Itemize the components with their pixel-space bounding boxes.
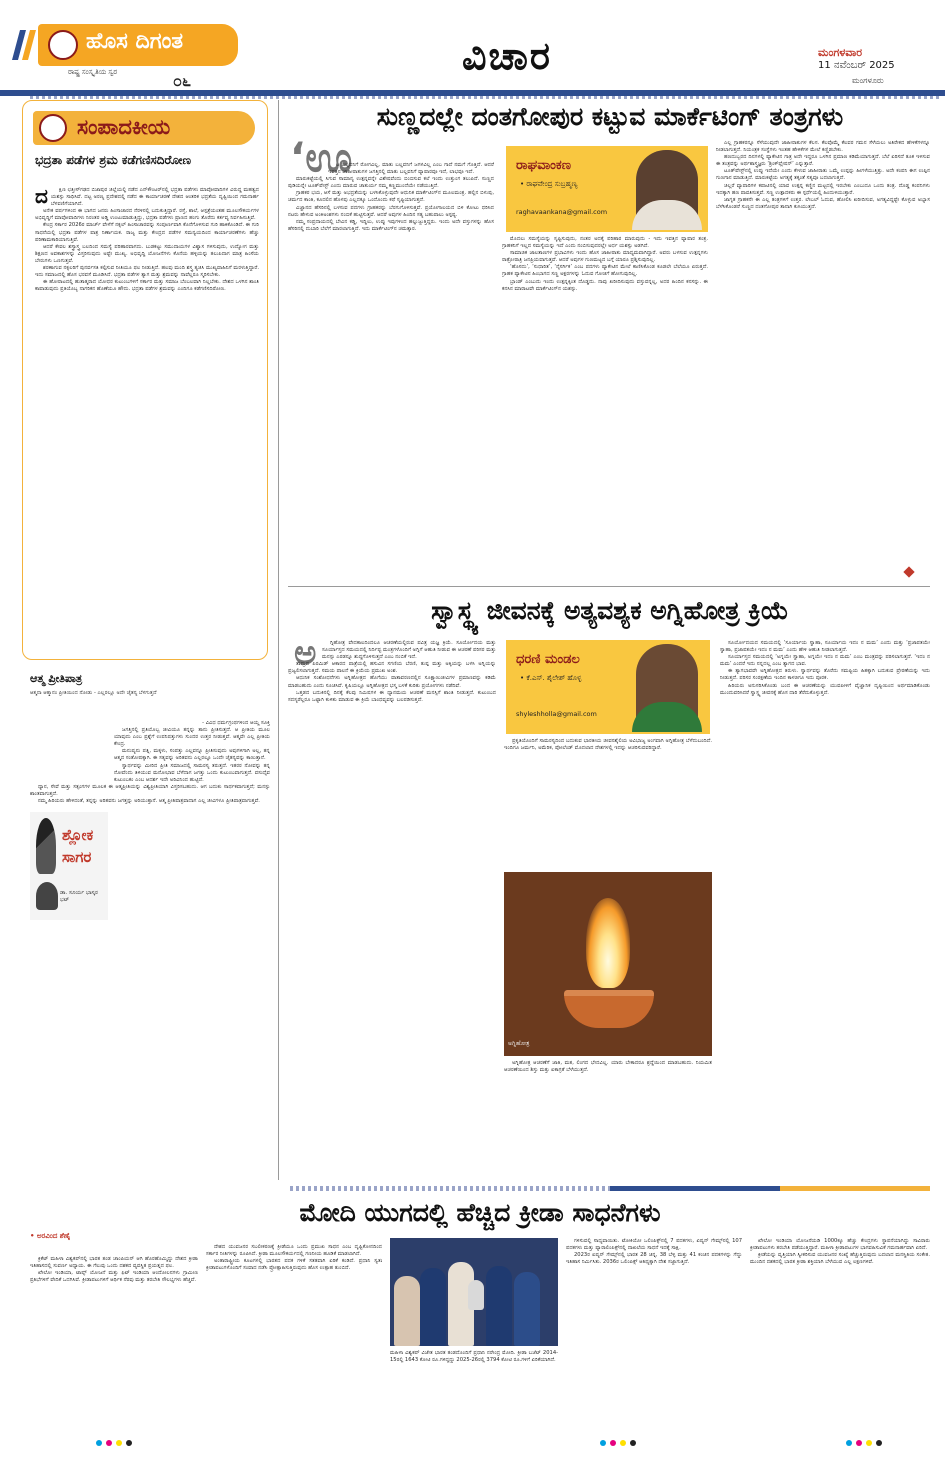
shloka-word: ಶ್ಲೋಕ (62, 826, 94, 844)
article1-paragraph: ಜಾಗೃತ ಗ್ರಾಹಕನೇ ಈ ಎಲ್ಲ ತಂತ್ರಗಳಿಗೆ ಉತ್ತರ. ಲೇಬಲ್ ಓದುವ, ಹೋಲಿಸಿ ಖರೀದಿಸುವ, ಅಗತ್ಯವಿದ್ದಷ್ಟೇ ಕೊಳ್ಳುವ ಅಭ್ಯಾಸ ಬೆಳೆಸಿಕೊಂಡರೆ ಸುಣ್ಣದ ದಂತಗೋಪುರ ತಾನಾಗಿ ಕುಸಿಯುತ್ತದೆ. (716, 196, 930, 210)
registration-mark (846, 1440, 852, 1446)
editorial-paragraph: ಈ ಹೋರಾಟದಲ್ಲಿ ಹುತಾತ್ಮರಾದ ಯೋಧರ ಕುಟುಂಬಗಳಿಗೆ ಸರ್ಕಾರ ಮತ್ತು ಸಮಾಜ ಬೆಂಬಲವಾಗಿ ನಿಲ್ಲಬೇಕು. ದೇಶದ ಒಳಗಿನ ಶಾಂತಿ ಕಾಪಾಡುವುದು ಪ್ರತಿಯೊಬ್ಬ ನಾಗರಿಕನ ಹೊಣೆಯೂ ಹೌದು. ಭದ್ರತಾ ಪಡೆಗಳ ಶ್ರಮವನ್ನು ಎಂದಿಗೂ ಕಡೆಗಣಿಸದಿರೋಣ. (35, 279, 259, 293)
article3-paragraph: ಅಂತಾರಾಷ್ಟ್ರೀಯ ಕೂಟಗಳಲ್ಲಿ ಭಾರತದ ಪದಕ ಗಳಿಕೆ ಸತತವಾಗಿ ಏರಿಕೆ ಕಂಡಿದೆ. ಪ್ರಧಾನಿ ಸ್ವತಃ ಕ್ರೀಡಾಪಟುಗಳೊಂದಿಗೆ ಸಂವಾದ ನಡೆಸಿ ಪ್ರೋತ್ಸಾಹಿಸುತ್ತಿರುವುದು ಹೊಸ ಉತ್ಸಾಹ ತುಂಬಿದೆ. (206, 1258, 382, 1272)
article2-column-3 (720, 640, 930, 1180)
registration-mark (600, 1440, 606, 1446)
article-divider (288, 586, 930, 587)
article1-paragraph: ಹಣದುಬ್ಬರದ ದಿನಗಳಲ್ಲಿ ಪ್ಯಾಕೇಟಿನ ಗಾತ್ರ ಅದೇ ಇದ್ದರೂ ಒಳಗಿನ ಪ್ರಮಾಣ ಕಡಿಮೆಯಾಗುತ್ತದೆ. ಬೆಲೆ ಏರಿಸದೆ ತೂಕ ಇಳಿಸುವ ಈ ತಂತ್ರವನ್ನು ಅರ್ಥಶಾಸ್ತ್ರಜ್ಞರು ‘ಶ್ರಿಂಕ್‌ಫ್ಲೇಷನ್’ ಎನ್ನುತ್ತಾರೆ. (716, 154, 930, 168)
article1-paragraph: ಮೊದಲು ಸಮಸ್ಯೆಯನ್ನು ಸೃಷ್ಟಿಸುವುದು, ನಂತರ ಅದಕ್ಕೆ ಪರಿಹಾರ ಮಾರುವುದು - ಇದು ಇವತ್ತಿನ ವ್ಯಾಪಾರ ತಂತ್ರ. ಗ್ರಾಹಕನಿಗೆ ಇಲ್ಲದ ಸಮಸ್ಯೆಯನ್ನು ಇದೆ ಎಂದು ನಂಬಿಸುವುದರಲ್ಲೇ ಅರ್ಧ ಯಶಸ್ಸು ಅಡಗಿದೆ. (502, 236, 708, 250)
column-email[interactable]: shyleshholla@gmail.com (516, 710, 597, 718)
editorial-badge-label: ಸಂಪಾದಕೀಯ (77, 115, 171, 139)
article2-paragraph: ಗ್ನಿಹೋತ್ರ ವೇದಕಾಲದಿಂದಲೂ ಆಚರಣೆಯಲ್ಲಿರುವ ಪವಿತ್ರ ಯಜ್ಞ ಕ್ರಿಯೆ. ಸೂರ್ಯೋದಯ ಮತ್ತು ಸೂರ್ಯಾಸ್ತದ ಸಮಯದಲ್ಲಿ ನಿರ್ದಿಷ್ಟ ಮಂತ್ರಗಳೊಂದಿಗೆ ಅಗ್ನಿಗೆ ಆಹುತಿ ನೀಡುವ ಈ ಆಚರಣೆ ಪರಿಸರ ಮತ್ತು ಮನಸ್ಸು ಎರಡನ್ನೂ ಶುದ್ಧಗೊಳಿಸುತ್ತದೆ ಎಂಬ ನಂಬಿಕೆ ಇದೆ. (322, 640, 496, 661)
issue-day: ಮಂಗಳವಾರ (818, 46, 863, 59)
edition-city: ಮಂಗಳೂರು (852, 76, 884, 85)
article1-column-3 (716, 140, 930, 576)
self-love-paragraph: ಸ್ವಾರ್ಥವನ್ನು ಮೀರಿದ ಪ್ರೀತಿ ಸಮಾಜದಲ್ಲಿ ಸಾಮರಸ್ಯ ತರುತ್ತದೆ. ಇತರರ ನೋವನ್ನು ತನ್ನ ನೋವೆಂದು ತಿಳಿಯುವ ಮನೋಭಾವ ಬೆಳೆದಾಗ ಜಗತ್ತು ಒಂದು ಕುಟುಂಬವಾಗುತ್ತದೆ. ವಸುಧೈವ ಕುಟುಂಬಕಂ ಎಂಬ ಆದರ್ಶ ಇದೇ ಅರಿವಿನಿಂದ ಹುಟ್ಟಿದೆ. (114, 762, 270, 783)
column-name: ರಾಘವಾಂಕಣ (516, 158, 571, 173)
article2-column-2b (504, 1060, 712, 1180)
article3-paragraph: ಖೇಲೋ ಇಂಡಿಯಾ, ಟಾಪ್ಸ್ ಯೋಜನೆ ಮತ್ತು ಫಿಟ್ ಇಂಡಿಯಾ ಆಂದೋಲನಗಳು ಗ್ರಾಮೀಣ ಪ್ರತಿಭೆಗಳಿಗೆ ವೇದಿಕೆ ಒದಗಿಸಿವೆ. ಕ್ರೀಡಾಪಟುಗಳಿಗೆ ಆರ್ಥಿಕ ನೆರವು ಮತ್ತು ತರಬೇತಿ ಸೌಲಭ್ಯಗಳು ಹೆಚ್ಚಿವೆ. (30, 1270, 198, 1284)
brand-logo (8, 24, 248, 90)
article1-title: ಸುಣ್ಣದಲ್ಲೇ ದಂತಗೋಪುರ ಕಟ್ಟುವ ಮಾರ್ಕೆಟಿಂಗ್ ತಂತ್ರಗಳು (376, 102, 844, 131)
registration-mark (856, 1440, 862, 1446)
masthead-stripes (30, 96, 940, 99)
page-number: ೦೬ (173, 71, 191, 90)
column-divider (278, 100, 279, 1180)
self-love-headline: ಆತ್ಮ ಪ್ರೀತಿಪಾತ್ರ (30, 672, 83, 685)
column-email[interactable]: raghavaankana@gmail.com (516, 208, 608, 216)
self-love-paragraph: ನಮ್ಮ ಹಿರಿಯರು ಹೇಳಿದಂತೆ, ತನ್ನನ್ನು ಅರಿತವನು ಜಗತ್ತನ್ನು ಅರಿಯುತ್ತಾನೆ. ಆತ್ಮ ಪ್ರೀತಿಪಾತ್ರವಾದಾಗ ಎಲ್ಲ ಜೀವಿಗಳೂ ಪ್ರೀತಿಪಾತ್ರವಾಗುತ್ತವೆ. (38, 798, 260, 805)
divider-blue (610, 1186, 780, 1191)
article1-dropcap: ‘ಊ (290, 135, 353, 181)
article2-paragraph: ಸೂರ್ಯೋದಯದ ಸಮಯದಲ್ಲಿ ‘ಸೂರ್ಯಾಯ ಸ್ವಾಹಾ, ಸೂರ್ಯಾಯ ಇದಂ ನ ಮಮ’ ಎಂದು ಮತ್ತು ‘ಪ್ರಜಾಪತಯೇ ಸ್ವಾಹಾ, ಪ್ರಜಾಪತಯೇ ಇದಂ ನ ಮಮ’ ಎಂದು ಹೇಳಿ ಆಹುತಿ ನೀಡಲಾಗುತ್ತದೆ. (720, 640, 930, 654)
sagara-word: ಸಾಗರ (62, 848, 92, 866)
editorial-paragraph: ಅನೇಕ ವರ್ಷಗಳಿಂದ ಈ ಭಾಗದ ಜನರು ಹಿಂಸಾಚಾರದ ನೆರಳಿನಲ್ಲಿ ಬದುಕುತ್ತಿದ್ದಾರೆ. ರಸ್ತೆ, ಶಾಲೆ, ಆಸ್ಪತ್ರೆಯಂತಹ ಮೂಲಸೌಕರ್ಯಗಳ ಅಭಿವೃದ್ಧಿಗೆ ಮಾವೋವಾದಿಗಳು ನಿರಂತರ ಅಡ್ಡಿ ಉಂಟುಮಾಡುತ್ತಿದ್ದು, ಭದ್ರತಾ ಪಡೆಗಳು ಪ್ರಾಣದ ಹಂಗು ತೊರೆದು ಕರ್ತವ್ಯ ನಿರ್ವಹಿಸುತ್ತಿವೆ. (35, 208, 259, 222)
registration-mark (96, 1440, 102, 1446)
article1-paragraph: ಎಲ್ಲ ಗ್ರಾಹಕರನ್ನೂ ಸೆಳೆಯುವುದೇ ಜಾಹೀರಾತುಗಳ ಕೆಲಸ. ಕೆಲವೊಮ್ಮೆ ಕೆಲವರ ಗಮನ ಸೆಳೆಯಲು ಅತಿರೇಕದ ಹೇಳಿಕೆಗಳನ್ನೂ ನೀಡಲಾಗುತ್ತದೆ. ನಿಯಂತ್ರಕ ಸಂಸ್ಥೆಗಳು ಇಂತಹ ಹೇಳಿಕೆಗಳ ಮೇಲೆ ಕಣ್ಣಿಡಬೇಕು. (716, 140, 930, 154)
self-love-body (30, 720, 270, 1172)
person-figure (394, 1276, 420, 1346)
article2-paragraph: ಒತ್ತಡದ ಬದುಕಿನಲ್ಲಿ ದಿನಕ್ಕೆ ಕೆಲವು ನಿಮಿಷಗಳ ಈ ಧ್ಯಾನಮಯ ಆಚರಣೆ ಮನಸ್ಸಿಗೆ ಶಾಂತಿ ನೀಡುತ್ತದೆ. ಕುಟುಂಬದ ಸದಸ್ಯರೆಲ್ಲರೂ ಒಟ್ಟಾಗಿ ಕುಳಿತು ಮಾಡುವ ಈ ಕ್ರಿಯೆ ಬಾಂಧವ್ಯವನ್ನು ಬಲಪಡಿಸುತ್ತದೆ. (288, 689, 496, 703)
article1-paragraph: ಟ ಬಲ್ಲವನಿಗೆ ರೋಗವಿಲ್ಲ, ಮಾತು ಬಲ್ಲವನಿಗೆ ಜಗಳವಿಲ್ಲ ಎಂಬ ಗಾದೆ ನಮಗೆ ಗೊತ್ತಿದೆ. ಆದರೆ ಇವತ್ತಿನ ಜಾಹೀರಾತುಗಳ ಜಗತ್ತಿನಲ್ಲಿ ಮಾತು ಬಲ್ಲವನಿಗೆ ವ್ಯಾಪಾರವೂ ಇದೆ, ಲಾಭವೂ ಇದೆ. (328, 162, 494, 176)
brand-name: ಹೊಸ ದಿಗಂತ (86, 29, 184, 54)
copper-pot-icon (564, 990, 654, 1028)
article3-paragraph: ಖೇಲೋ ಇಂಡಿಯಾ ಯೋಜನೆಯಡಿ 1000ಕ್ಕೂ ಹೆಚ್ಚು ಕೇಂದ್ರಗಳು ಸ್ಥಾಪನೆಯಾಗಿದ್ದು ಸಾವಿರಾರು ಕ್ರೀಡಾಪಟುಗಳು ತರಬೇತಿ ಪಡೆಯುತ್ತಿದ್ದಾರೆ. ಮಹಿಳಾ ಕ್ರೀಡಾಪಟುಗಳ ಭಾಗವಹಿಸುವಿಕೆ ಗಮನಾರ್ಹವಾಗಿ ಏರಿದೆ. (750, 1238, 930, 1252)
fire-icon (586, 898, 630, 988)
column-name: ಧರಣಿ ಮಂಡಲ (516, 652, 580, 667)
article2-paragraph: ಆಧುನಿಕ ಸಂಶೋಧನೆಗಳು ಅಗ್ನಿಹೋತ್ರದ ಹೊಗೆಯು ವಾತಾವರಣದಲ್ಲಿನ ಸೂಕ್ಷ್ಮಾಣುಜೀವಿಗಳ ಪ್ರಮಾಣವನ್ನು ಕಡಿಮೆ ಮಾಡಬಹುದು ಎಂದು ಸೂಚಿಸಿವೆ. ಕೃಷಿಯಲ್ಲೂ ಅಗ್ನಿಹೋತ್ರದ ಭಸ್ಮ ಬಳಕೆ ಕುರಿತು ಪ್ರಯೋಗಗಳು ನಡೆದಿವೆ. (288, 675, 496, 689)
editorial-paragraph: ಕೇಂದ್ರ ಸರ್ಕಾರ 2026ರ ಮಾರ್ಚ್ ವೇಳೆಗೆ ನಕ್ಸಲ್ ಹಿಂಸಾಚಾರವನ್ನು ಸಂಪೂರ್ಣವಾಗಿ ಕೊನೆಗೊಳಿಸುವ ಗುರಿ ಹಾಕಿಕೊಂಡಿದೆ. ಈ ಗುರಿ ಸಾಧನೆಯಲ್ಲಿ ಭದ್ರತಾ ಪಡೆಗಳ ಪಾತ್ರ ನಿರ್ಣಾಯಕ. ರಾಜ್ಯ ಮತ್ತು ಕೇಂದ್ರದ ಪಡೆಗಳ ಸಮನ್ವಯದಿಂದ ಕಾರ್ಯಾಚರಣೆಗಳು ಹೆಚ್ಚು ಪರಿಣಾಮಕಾರಿಯಾಗುತ್ತಿವೆ. (35, 222, 259, 243)
trophy-icon (468, 1280, 484, 1310)
article2-column-1 (288, 640, 496, 1180)
editorial-emblem-icon (39, 114, 67, 142)
article1-paragraph: ಸಾಮಾಜಿಕ ಜಾಲತಾಣಗಳ ಪ್ರಭಾವಿಗಳು ಇಂದು ಹೊಸ ಜಾಹೀರಾತು ಮಾಧ್ಯಮವಾಗಿದ್ದಾರೆ. ಅವರು ಬಳಸುವ ಉತ್ಪನ್ನಗಳು ರಾತ್ರೋರಾತ್ರಿ ಜನಪ್ರಿಯವಾಗುತ್ತವೆ. ಆದರೆ ಅವುಗಳ ಗುಣಮಟ್ಟದ ಬಗ್ಗೆ ಯಾರೂ ಪ್ರಶ್ನಿಸುವುದಿಲ್ಲ. (502, 250, 708, 264)
article2-paragraph: ಹಿರಿಯರು ಅನುಸರಿಸಿಕೊಂಡು ಬಂದ ಈ ಆಚರಣೆಯನ್ನು ಯುವಪೀಳಿಗೆ ವೈಜ್ಞಾನಿಕ ದೃಷ್ಟಿಯಿಂದ ಅರ್ಥಮಾಡಿಕೊಂಡು ಮುಂದುವರಿಸಿದರೆ ಸ್ವಾಸ್ಥ್ಯ ಜೀವನಕ್ಕೆ ಹೊಸ ದಾರಿ ತೆರೆದುಕೊಳ್ಳುತ್ತದೆ. (720, 682, 930, 696)
self-love-verse: ಆತ್ಮನಾ ಆತ್ಮಾನಂ ಪ್ರೀತಿಯಿಂದ ನೋಡು - ಎಲ್ಲರಲ್ಲೂ ಅದೇ ಚೈತನ್ಯ ಬೆಳಗುತ್ತದೆ (30, 690, 157, 696)
article3-title: ಮೋದಿ ಯುಗದಲ್ಲಿ ಹೆಚ್ಚಿದ ಕ್ರೀಡಾ ಸಾಧನೆಗಳು (299, 1198, 661, 1227)
editorial-badge (33, 111, 255, 145)
article3-column-1 (30, 1244, 198, 1430)
article1-paragraph: ವಿಜ್ಞಾನದ ಹೆಸರಿನಲ್ಲಿ ಬಳಸುವ ಪದಗಳು ಗ್ರಾಹಕರನ್ನು ಬೆರಗುಗೊಳಿಸುತ್ತವೆ. ಪ್ರಯೋಗಾಲಯದ ಬಿಳಿ ಕೋಟು ಧರಿಸಿದ ನಟರು ಹೇಳುವ ಅಂಕಿಅಂಶಗಳು ನಂಬಿಕೆ ಹುಟ್ಟಿಸುತ್ತವೆ. ಆದರೆ ಅವುಗಳ ಹಿಂದಿನ ಸತ್ಯ ಬಹುಪಾಲು ಅಸ್ಪಷ್ಟ. (288, 204, 494, 218)
article1-paragraph: ಬ್ರಾಂಡ್ ಎಂಬುದು ಇಂದು ಉತ್ಪನ್ನಕ್ಕಿಂತ ದೊಡ್ಡದು. ನಾವು ಖರೀದಿಸುವುದು ವಸ್ತುವನ್ನಲ್ಲ, ಅದರ ಹಿಂದಿನ ಕನಸನ್ನು. ಈ ಕನಸಿನ ಮಾರಾಟವೇ ಮಾರ್ಕೆಟಿಂಗ್‌ನ ಯಶಸ್ಸು. (502, 278, 708, 292)
divider-stripes (290, 1186, 610, 1191)
article2-paragraph: ಅಗ್ನಿಹೋತ್ರ ಆಚರಣೆಗೆ ಜಾತಿ, ಮತ, ಲಿಂಗದ ಭೇದವಿಲ್ಲ. ಯಾರು ಬೇಕಾದರೂ ಶ್ರದ್ಧೆಯಿಂದ ಮಾಡಬಹುದು. ನಿಯಮಿತ ಆಚರಣೆಯಿಂದ ಶಿಸ್ತು ಮತ್ತು ಏಕಾಗ್ರತೆ ಬೆಳೆಯುತ್ತದೆ. (504, 1060, 712, 1074)
person-figure (514, 1272, 540, 1346)
editorial-paragraph: ಶರಣಾಗುವ ನಕ್ಸಲರಿಗೆ ಪುನರ್ವಸತಿ ಕಲ್ಪಿಸುವ ನೀತಿಯೂ ಫಲ ನೀಡುತ್ತಿದೆ. ಹಲವು ಮಂದಿ ಶಸ್ತ್ರ ತ್ಯಜಿಸಿ ಮುಖ್ಯವಾಹಿನಿಗೆ ಮರಳುತ್ತಿದ್ದಾರೆ. ಇದು ಸಮಾಜದಲ್ಲಿ ಹೊಸ ಭರವಸೆ ಮೂಡಿಸಿದೆ. ಭದ್ರತಾ ಪಡೆಗಳ ತ್ಯಾಗ ಮತ್ತು ಶ್ರಮವನ್ನು ನಾವೆಲ್ಲರೂ ಸ್ಮರಿಸಬೇಕು. (35, 265, 259, 279)
registration-mark (126, 1440, 132, 1446)
article1-paragraph: ಟೂತ್‌ಪೇಸ್ಟ್‌ನಲ್ಲಿ ಉಪ್ಪು ಇದೆಯೇ ಎಂದು ಕೇಳುವ ಜಾಹೀರಾತು ಒಮ್ಮೆ ಉಪ್ಪನ್ನು ಹೀಗಳೆಯುತ್ತಿತ್ತು. ಅದೇ ಕಂಪನಿ ಈಗ ಉಪ್ಪಿನ ಗುಣಗಾನ ಮಾಡುತ್ತಿದೆ. ಮಾರುಕಟ್ಟೆಯ ಅಗತ್ಯಕ್ಕೆ ತಕ್ಕಂತೆ ಸತ್ಯವೂ ಬದಲಾಗುತ್ತದೆ. (716, 168, 930, 182)
article3-paragraph: ಕ್ರಿಕೆಟ್ ಮಹಿಳಾ ವಿಶ್ವಕಪ್‌ನಲ್ಲಿ ಭಾರತ ತಂಡ ಚಾಂಪಿಯನ್ ಆಗಿ ಹೊರಹೊಮ್ಮಿದ್ದು ದೇಶದ ಕ್ರೀಡಾ ಇತಿಹಾಸದಲ್ಲಿ ಸುವರ್ಣ ಅಧ್ಯಾಯ. ಈ ಗೆಲುವು ಒಂದು ದಶಕದ ವ್ಯವಸ್ಥಿತ ಪ್ರಯತ್ನದ ಫಲ. (30, 1256, 198, 1270)
article2-paragraph: ಸೂರ್ಯಾಸ್ತದ ಸಮಯದಲ್ಲಿ ‘ಅಗ್ನಯೇ ಸ್ವಾಹಾ, ಅಗ್ನಯೇ ಇದಂ ನ ಮಮ’ ಎಂಬ ಮಂತ್ರವನ್ನು ಪಠಿಸಲಾಗುತ್ತದೆ. ‘ಇದಂ ನ ಮಮ’ ಎಂದರೆ ಇದು ನನ್ನದಲ್ಲ ಎಂಬ ತ್ಯಾಗದ ಭಾವ. (720, 654, 930, 668)
photo-caption: ಮಹಿಳಾ ವಿಶ್ವಕಪ್ ವಿಜೇತ ಭಾರತ ತಂಡದೊಂದಿಗೆ ಪ್ರಧಾನಿ ನರೇಂದ್ರ ಮೋದಿ. ಕ್ರೀಡಾ ಬಜೆಟ್ 2014-15ರಲ್ಲಿ 1643 ಕೋಟಿ ರೂ.ಗಳಿದ್ದದ್ದು 2025-26ರಲ್ಲಿ 3794 ಕೋಟಿ ರೂ.ಗಳಿಗೆ ಏರಿಕೆಯಾಗಿದೆ. (390, 1350, 558, 1364)
article1-paragraph: ‘ಹೊಸದು’, ‘ಸುಧಾರಿತ’, ‘ನೈಸರ್ಗಿಕ’ ಎಂಬ ಪದಗಳು ಪ್ಯಾಕೇಟಿನ ಮೇಲೆ ಕಾಣಿಸಿಕೊಂಡ ಕೂಡಲೇ ಬೆಲೆಯೂ ಏರುತ್ತದೆ. ಗ್ರಾಹಕ ಪ್ಯಾಕೇಟಿನ ಹಿಂಭಾಗದ ಸಣ್ಣ ಅಕ್ಷರಗಳನ್ನು ಓದುವ ಗೋಜಿಗೆ ಹೋಗುವುದಿಲ್ಲ. (502, 264, 708, 278)
article1-paragraph: ಚಿಲ್ಲರೆ ವ್ಯಾಪಾರಿಗಳ ಕಪಾಟಿನಲ್ಲಿ ಯಾವ ಉತ್ಪನ್ನ ಕಣ್ಣಿನ ಮಟ್ಟದಲ್ಲಿ ಇರಬೇಕು ಎಂಬುದೂ ಒಂದು ತಂತ್ರ. ದೊಡ್ಡ ಕಂಪನಿಗಳು ಇದಕ್ಕಾಗಿ ಹಣ ಪಾವತಿಸುತ್ತವೆ. ಸಣ್ಣ ಉತ್ಪಾದಕರು ಈ ಸ್ಪರ್ಧೆಯಲ್ಲಿ ಹಿಂದುಳಿಯುತ್ತಾರೆ. (716, 182, 930, 196)
brand-slash-icon (8, 30, 36, 60)
agnihotra-photo (504, 872, 712, 1056)
article2-column-2a (504, 738, 712, 866)
shloka-author: ಡಾ. ಸೂರ್ಯ ಭಾಸ್ಕರ ಭಟ್ (60, 890, 98, 903)
editorial-body (35, 187, 259, 653)
editorial-paragraph: ಕ್ಷಿಣ ಛತ್ತೀಸ್‌ಗಢದ ಬಿಜಾಪುರ ಜಿಲ್ಲೆಯಲ್ಲಿ ನಡೆದ ಎನ್‌ಕೌಂಟರ್‌ನಲ್ಲಿ ಭದ್ರತಾ ಪಡೆಗಳು ಮಾವೋವಾದಿಗಳ ವಿರುದ್ಧ ಮಹತ್ವದ ಯಶಸ್ಸು ಸಾಧಿಸಿವೆ. ದಟ್ಟ ಅರಣ್ಯ ಪ್ರದೇಶದಲ್ಲಿ ನಡೆದ ಈ ಕಾರ್ಯಾಚರಣೆ ದೇಶದ ಆಂತರಿಕ ಭದ್ರತೆಯ ದೃಷ್ಟಿಯಿಂದ ಗಮನಾರ್ಹ ಬೆಳವಣಿಗೆಯಾಗಿದೆ. (50, 187, 259, 208)
registration-mark (630, 1440, 636, 1446)
article2-paragraph: ಪ್ರಕೃತಿಯೊಂದಿಗೆ ಸಾಮರಸ್ಯದಿಂದ ಬದುಕುವ ಭಾರತೀಯ ಜೀವನಶೈಲಿಯ ಅವಿಭಾಜ್ಯ ಅಂಗವಾಗಿ ಅಗ್ನಿಹೋತ್ರ ಬೆಳೆದುಬಂದಿದೆ. ಇಂದಿಗೂ ಜರ್ಮನಿ, ಅಮೆರಿಕ, ಪೋಲೆಂಡ್ ಮೊದಲಾದ ದೇಶಗಳಲ್ಲಿ ಇದನ್ನು ಆಚರಿಸುವವರಿದ್ದಾರೆ. (504, 738, 712, 752)
article2-paragraph: ತಾಮ್ರದ ಪಿರಮಿಡ್ ಆಕಾರದ ಪಾತ್ರೆಯಲ್ಲಿ ಹಸುವಿನ ಸಗಣಿಯ ಬೆರಣಿ, ತುಪ್ಪ ಮತ್ತು ಅಕ್ಕಿಯನ್ನು ಬಳಸಿ ಅಗ್ನಿಯನ್ನು ಪ್ರಜ್ವಲಿಸಲಾಗುತ್ತದೆ. ಸಮಯ ಪಾಲನೆ ಈ ಕ್ರಿಯೆಯ ಪ್ರಮುಖ ಅಂಶ. (288, 661, 496, 675)
self-love-source: - ವಿವಿಧ ಧರ್ಮಗ್ರಂಥಗಳಿಂದ ಆಯ್ದ ಸೂಕ್ತಿ (202, 720, 270, 726)
person-figure (486, 1266, 512, 1346)
article2-title: ಸ್ವಾಸ್ಥ್ಯ ಜೀವನಕ್ಕೆ ಅತ್ಯವಶ್ಯಕ ಅಗ್ನಿಹೋತ್ರ ಕ್ರಿಯೆ (431, 596, 789, 625)
registration-mark (620, 1440, 626, 1446)
self-love-paragraph: ಮನುಷ್ಯನು ಪತ್ನಿ, ಮಕ್ಕಳು, ಸಂಪತ್ತು ಎಲ್ಲವನ್ನೂ ಪ್ರೀತಿಸುವುದು ಅವುಗಳಿಗಾಗಿ ಅಲ್ಲ, ತನ್ನ ಆತ್ಮದ ಸಂತೋಷಕ್ಕಾಗಿ. ಈ ಸತ್ಯವನ್ನು ಅರಿತವನು ಎಲ್ಲರಲ್ಲೂ ಒಂದೇ ಚೈತನ್ಯವನ್ನು ಕಾಣುತ್ತಾನೆ. (114, 748, 270, 762)
team-photo (390, 1238, 558, 1346)
article1-paragraph: ಗ್ರಾಹಕರ ಭಯ, ಆಸೆ ಮತ್ತು ಅಭದ್ರತೆಯನ್ನು ಬಳಸಿಕೊಳ್ಳುವುದೇ ಆಧುನಿಕ ಮಾರ್ಕೆಟಿಂಗ್‌ನ ಮೂಲಮಂತ್ರ. ಹಲ್ಲಿನ ಬಿಳುಪು, ಚರ್ಮದ ಕಾಂತಿ, ಕೂದಲಿನ ಹೊಳಪು ಎಲ್ಲದಕ್ಕೂ ಒಂದೊಂದು ಕಥೆ ಸೃಷ್ಟಿಯಾಗುತ್ತದೆ. (288, 190, 494, 204)
registration-mark (866, 1440, 872, 1446)
column-box-raghavankana (506, 146, 708, 232)
column-author: • ರಾಘವೇಂದ್ರ ಸುಬ್ರಹ್ಮಣ್ಯ (520, 180, 578, 188)
article2-paragraph: ಈ ತ್ಯಾಗಭಾವವೇ ಅಗ್ನಿಹೋತ್ರದ ತಿರುಳು. ಸ್ವಾರ್ಥವನ್ನು ತೊರೆದು ಸಮಷ್ಟಿಯ ಹಿತಕ್ಕಾಗಿ ಬದುಕುವ ಪ್ರೇರಣೆಯನ್ನು ಇದು ನೀಡುತ್ತದೆ. ಪರಿಸರ ಸಂರಕ್ಷಣೆಯ ಇಂದಿನ ಕಾಳಜಿಗೂ ಇದು ಪೂರಕ. (720, 668, 930, 682)
section-divider-bar (290, 1186, 930, 1191)
section-title: ವಿಚಾರ (462, 34, 552, 78)
self-love-paragraph: ಧ್ಯಾನ, ಸೇವೆ ಮತ್ತು ಸತ್ಸಂಗಗಳ ಮೂಲಕ ಈ ಆತ್ಮಪ್ರೀತಿಯನ್ನು ವಿಶ್ವಪ್ರೀತಿಯಾಗಿ ವಿಸ್ತರಿಸಬಹುದು. ಆಗ ಬದುಕು ಸಾರ್ಥಕವಾಗುತ್ತದೆ; ಮನಸ್ಸು ಶಾಂತವಾಗುತ್ತದೆ. (30, 783, 270, 797)
team-photo-caption (390, 1350, 558, 1430)
self-love-paragraph: ಜಗತ್ತಿನಲ್ಲಿ ಪ್ರತಿಯೊಬ್ಬ ಜೀವಿಯೂ ತನ್ನನ್ನು ತಾನು ಪ್ರೀತಿಸುತ್ತದೆ. ಆ ಪ್ರೀತಿಯ ಮೂಲ ಯಾವುದು ಎಂಬ ಪ್ರಶ್ನೆಗೆ ಉಪನಿಷತ್ತುಗಳು ಸುಂದರ ಉತ್ತರ ನೀಡುತ್ತವೆ. ಆತ್ಮವೇ ಎಲ್ಲ ಪ್ರೀತಿಯ ಕೇಂದ್ರ. (114, 727, 270, 748)
article3-paragraph: ಕ್ರೀಡೆಯನ್ನು ವೃತ್ತಿಯಾಗಿ ಸ್ವೀಕರಿಸುವ ಯುವಜನರ ಸಂಖ್ಯೆ ಹೆಚ್ಚುತ್ತಿರುವುದು ಬದಲಾದ ಮನಸ್ಥಿತಿಯ ಸಂಕೇತ. ಮುಂದಿನ ದಶಕದಲ್ಲಿ ಭಾರತ ಕ್ರೀಡಾ ಶಕ್ತಿಯಾಗಿ ಬೆಳೆಯುವ ಎಲ್ಲ ಲಕ್ಷಣಗಳಿವೆ. (750, 1252, 930, 1266)
registration-mark (610, 1440, 616, 1446)
editorial-headline: ಭದ್ರತಾ ಪಡೆಗಳ ಶ್ರಮ ಕಡೆಗಣಿಸದಿರೋಣ (35, 153, 192, 167)
article3-paragraph: 2023ರ ಏಷ್ಯನ್ ಗೇಮ್ಸ್‌ನಲ್ಲಿ ಭಾರತ 28 ಚಿನ್ನ, 38 ಬೆಳ್ಳಿ ಮತ್ತು 41 ಕಂಚಿನ ಪದಕಗಳನ್ನು ಗೆದ್ದು ಇತಿಹಾಸ ನಿರ್ಮಿಸಿತು. 2036ರ ಒಲಿಂಪಿಕ್ಸ್ ಆತಿಥ್ಯಕ್ಕಾಗಿ ದೇಶ ಸಜ್ಜಾಗುತ್ತಿದೆ. (566, 1252, 742, 1266)
column-author: • ಕೆ.ಎಸ್. ಶೈಲೇಶ್ ಹೊಳ್ಳ (520, 674, 582, 682)
editorial-box (22, 100, 268, 660)
registration-mark (876, 1440, 882, 1446)
person-figure (420, 1268, 446, 1346)
photo-caption: ಅಗ್ನಿಹೋತ್ರ (508, 1040, 530, 1047)
article3-paragraph: ದೇಶದ ಯುವಜನರ ಸಬಲೀಕರಣಕ್ಕೆ ಕ್ರೀಡೆಯೂ ಒಂದು ಪ್ರಮುಖ ಸಾಧನ ಎಂಬ ದೃಷ್ಟಿಕೋನದಿಂದ ಸರ್ಕಾರ ನೀತಿಗಳನ್ನು ರೂಪಿಸಿದೆ. ಕ್ರೀಡಾ ಮೂಲಸೌಕರ್ಯದಲ್ಲಿ ಗಣನೀಯ ಹೂಡಿಕೆ ಮಾಡಲಾಗಿದೆ. (206, 1244, 382, 1258)
column-box-dharani-mandala (506, 640, 710, 734)
article1-column-1 (288, 135, 494, 578)
editorial-dropcap: ದ (35, 187, 48, 208)
editorial-paragraph: ಆದರೆ ಕೇವಲ ಶಸ್ತ್ರಾಸ್ತ್ರ ಬಲದಿಂದ ಸಮಸ್ಯೆ ಪರಿಹಾರವಾಗದು. ಬುಡಕಟ್ಟು ಸಮುದಾಯಗಳ ವಿಶ್ವಾಸ ಗಳಿಸುವುದು, ಉದ್ಯೋಗ ಮತ್ತು ಶಿಕ್ಷಣದ ಅವಕಾಶಗಳನ್ನು ವಿಸ್ತರಿಸುವುದು ಅಷ್ಟೇ ಮುಖ್ಯ. ಅಭಿವೃದ್ಧಿ ಯೋಜನೆಗಳು ಕೊನೆಯ ಹಳ್ಳಿಯನ್ನು ತಲುಪಿದಾಗ ಮಾತ್ರ ಹಿಂಸೆಯ ಬೇರುಗಳು ಒಣಗುತ್ತವೆ. (35, 243, 259, 264)
registration-mark (116, 1440, 122, 1446)
divider-orange (780, 1186, 930, 1191)
article1-paragraph: ಮಾರುಕಟ್ಟೆಯಲ್ಲಿ ಸಿಗುವ ಸಾಮಾನ್ಯ ಉತ್ಪನ್ನವನ್ನೇ ವಿಶೇಷವೆಂದು ಬಿಂಬಿಸುವ ಕಲೆ ಇಂದು ಉತ್ತುಂಗ ತಲುಪಿದೆ. ಸುಣ್ಣದ ಪುಡಿಯನ್ನೇ ಟೂತ್‌ಪೇಸ್ಟ್ ಎಂದು ಮಾರುವ ಚಾತುರ್ಯ ನಮ್ಮ ಕಣ್ಣಮುಂದೆಯೇ ನಡೆಯುತ್ತಿದೆ. (288, 176, 494, 190)
article1-paragraph: ನಮ್ಮ ಸಂಪ್ರದಾಯದಲ್ಲಿ ಬೇವಿನ ಕಡ್ಡಿ, ಇದ್ದಿಲು, ಉಪ್ಪು ಇವುಗಳಿಂದ ಹಲ್ಲುಜ್ಜುತ್ತಿದ್ದರು. ಇಂದು ಅದೇ ವಸ್ತುಗಳನ್ನು ಹೊಸ ಹೆಸರಿನಲ್ಲಿ ದುಬಾರಿ ಬೆಲೆಗೆ ಮಾರಲಾಗುತ್ತಿದೆ. ಇದು ಮಾರ್ಕೆಟಿಂಗ್‌ನ ಚಮತ್ಕಾರ. (288, 218, 494, 232)
article3-byline: • ಅರವಿಂದ ಶೆಣೈ (30, 1232, 71, 1240)
article3-paragraph: ಗಳಿಸುವಲ್ಲಿ ಸಾಧ್ಯವಾಯಿತು. ಟೋಕಿಯೋ ಒಲಿಂಪಿಕ್ಸ್‌ನಲ್ಲಿ 7 ಪದಕಗಳು, ಏಷ್ಯನ್ ಗೇಮ್ಸ್‌ನಲ್ಲಿ 107 ಪದಕಗಳು ಮತ್ತು ಪ್ಯಾರಾಲಿಂಪಿಕ್ಸ್‌ನಲ್ಲಿ ದಾಖಲೆಯ ಸಾಧನೆ ಇದಕ್ಕೆ ಸಾಕ್ಷಿ. (566, 1238, 742, 1252)
brand-tagline: ರಾಷ್ಟ್ರ ಸಂಸ್ಕೃತಿಯ ಸ್ವರ (68, 68, 118, 76)
issue-date: 11 ನವೆಂಬರ್ 2025 (818, 60, 895, 71)
article3-column-2 (206, 1244, 382, 1430)
article3-column-4 (750, 1238, 930, 1430)
brand-emblem-icon (48, 30, 78, 60)
article3-column-3 (566, 1238, 742, 1430)
article2-dropcap: ಅ (294, 633, 317, 673)
registration-mark (106, 1440, 112, 1446)
article1-column-2 (502, 236, 708, 578)
